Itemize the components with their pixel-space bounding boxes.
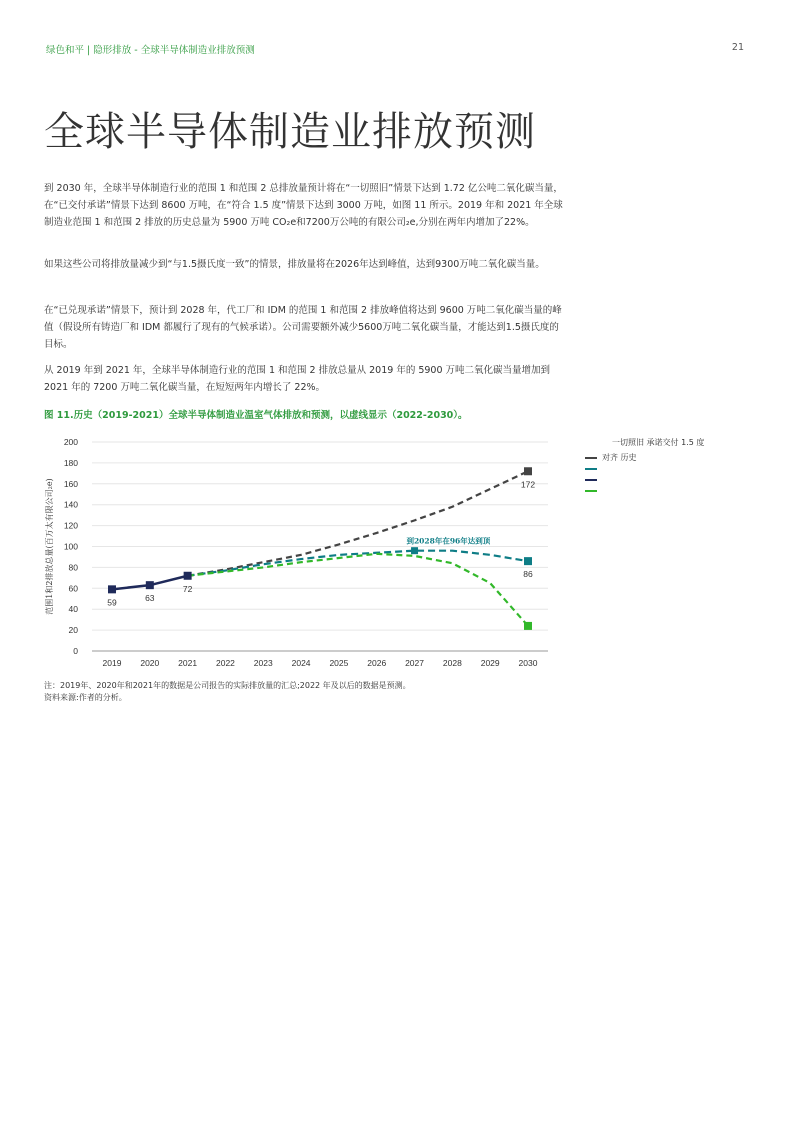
y-tick-label: 80 [68,562,78,573]
y-tick-label: 100 [63,541,78,552]
y-tick-label: 0 [73,646,78,656]
x-tick-label: 2025 [329,658,349,668]
data-label-bau: 172 [520,479,536,490]
x-tick-label: 2019 [102,658,122,668]
x-tick-label: 2023 [253,658,273,668]
emissions-chart [40,428,580,673]
page-number: 21 [731,42,744,53]
x-tick-label: 2029 [480,658,500,668]
body-paragraph: 如果这些公司将排放量减少到“与1.5摄氏度一致”的情景，排放量将在2026年达到峰值，达到9300万吨二氧化碳当量。 [44,259,545,270]
running-header: 绿色和平 | 隐形排放 - 全球半导体制造业排放预测 [46,45,255,56]
data-point-historic [108,585,116,593]
peak-annotation: 到2028年在96年达到顶 [406,536,491,546]
data-label-historic: 59 [107,597,117,608]
y-tick-label: 160 [63,478,78,489]
y-tick-label: 200 [63,437,78,447]
x-tick-label: 2022 [215,658,235,668]
y-axis-label: 范围1和2排放总量(百万太有限公司₂e) [45,478,54,615]
x-tick-label: 2024 [291,658,311,668]
series-line-aligned [188,554,528,626]
legend-swatch-historic [585,479,597,481]
y-tick-label: 180 [63,457,78,468]
data-label-historic: 72 [182,583,193,594]
data-label-pledges: 86 [523,569,533,580]
page-title: 全球半导体制造业排放预测 [44,109,536,155]
x-tick-label: 2028 [442,658,462,668]
y-tick-label: 40 [68,604,78,615]
legend-swatch-pledges [585,468,597,470]
legend-label-row1: 对齐 历史 [602,453,637,462]
x-tick-label: 2026 [367,658,387,668]
series-line-pledges [188,551,528,576]
figure-caption: 图 11.历史（2019-2021）全球半导体制造业温室气体排放和预测，以虚线显示（2022-2030）。 [44,410,468,421]
y-tick-label: 60 [68,583,78,594]
x-tick-label: 2020 [140,658,160,668]
legend-item-historic [585,474,637,485]
note-line: 注：2019年、2020年和2021年的数据是公司报告的实际排放量的汇总;2022 年及以后的数据是预测。 [44,681,411,690]
data-point-pledges [411,547,418,554]
x-tick-label: 2027 [405,658,425,668]
data-point-historic [146,581,154,589]
y-tick-label: 140 [63,499,78,510]
x-tick-label: 2030 [518,658,538,668]
legend-swatch-aligned [585,490,597,492]
data-point-end-aligned [524,622,532,630]
y-tick-label: 20 [68,625,78,636]
y-tick-label: 120 [63,520,78,531]
source-line: 资料来源:作者的分析。 [44,693,127,702]
data-point-end-pledges [524,557,532,565]
chart-legend [585,452,637,496]
data-point-end-bau [524,467,532,475]
figure-notes [44,680,411,704]
body-paragraph: 在“已兑现承诺”情景下，预计到 2028 年，代工厂和 IDM 的范围 1 和范围 2 排放峰值将达到 9600 万吨二氧化碳当量的峰值（假设所有铸造厂和 IDM 都履行了现有的气候承诺）。公司需要额外减少5600万吨二氧化碳当量，才能达到1.5摄氏度的目标。 [44,305,562,350]
body-paragraph: 到 2030 年，全球半导体制造行业的范围 1 和范围 2 总排放量预计将在“一切照旧”情景下达到 1.72 亿公吨二氧化碳当量，在“已交付承诺”情景下达到 8600 万吨，在“符合 1.5 度”情景下达到 3000 万吨，如图 11 所示。2019 年和 2021 年全球制造业范围 1 和范围 2 排放的历史总量为 5900 万吨 CO₂e和7200万公吨的有限公司₂e,分别在两年内增加了22%。 [44,183,563,228]
legend-heading: 一切照旧 承诺交付 1.5 度 [612,438,705,447]
legend-item-pledges [585,463,637,474]
data-label-historic: 63 [145,593,155,604]
legend-item-aligned [585,485,637,496]
x-tick-label: 2021 [178,658,198,668]
legend-item-bau [585,452,637,463]
legend-swatch-bau [585,457,597,459]
data-point-historic [184,572,192,580]
series-line-bau [188,471,528,576]
body-paragraph: 从 2019 年到 2021 年，全球半导体制造行业的范围 1 和范围 2 排放总量从 2019 年的 5900 万吨二氧化碳当量增加到 2021 年的 7200 万吨二氧化碳当量，在短短两年内增长了 22%。 [44,365,551,393]
